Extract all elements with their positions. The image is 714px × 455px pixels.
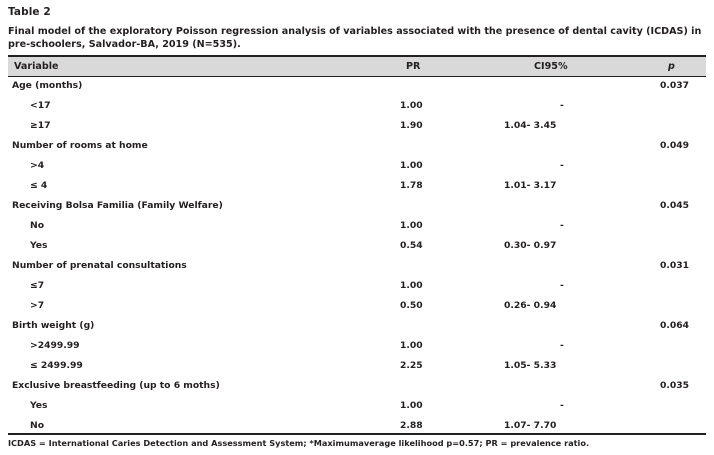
cell-ci: -	[560, 220, 564, 231]
table-row	[8, 76, 706, 96]
cell-variable: <17	[30, 100, 51, 111]
table-footnote: ICDAS = International Caries Detection and Assessment System; *Maximumaverage likelihood p=0.57; PR = prevalence ratio.	[8, 438, 590, 448]
cell-variable: Yes	[30, 400, 48, 411]
cell-variable: Yes	[30, 240, 48, 251]
cell-variable: Birth weight (g)	[12, 320, 95, 331]
cell-p: 0.045	[660, 200, 690, 211]
cell-variable: No	[30, 220, 45, 231]
header-pr: PR	[406, 61, 421, 72]
cell-p: 0.049	[660, 140, 690, 151]
header-p: p	[668, 61, 675, 72]
table-row	[8, 216, 706, 236]
cell-p: 0.031	[660, 260, 690, 271]
table-row	[8, 116, 706, 136]
cell-pr: 0.50	[400, 300, 423, 311]
cell-ci: 1.05- 5.33	[504, 360, 557, 371]
cell-variable: Exclusive breastfeeding (up to 6 moths)	[12, 380, 220, 391]
cell-pr: 1.00	[400, 280, 423, 291]
table-row	[8, 296, 706, 316]
cell-variable: ≥17	[30, 120, 51, 131]
table-label: Table 2	[8, 6, 51, 18]
table-row	[8, 236, 706, 256]
table-row	[8, 156, 706, 176]
cell-pr: 1.00	[400, 160, 423, 171]
cell-pr: 1.00	[400, 100, 423, 111]
table-row	[8, 316, 706, 336]
table-header	[8, 55, 706, 77]
cell-ci: 0.30- 0.97	[504, 240, 557, 251]
cell-pr: 1.90	[400, 120, 423, 131]
table-row	[8, 196, 706, 216]
cell-variable: Number of prenatal consultations	[12, 260, 187, 271]
cell-p: 0.035	[660, 380, 690, 391]
cell-variable: No	[30, 420, 45, 431]
table-row	[8, 176, 706, 196]
cell-ci: 0.26- 0.94	[504, 300, 557, 311]
cell-ci: -	[560, 340, 564, 351]
cell-ci: 1.01- 3.17	[504, 180, 557, 191]
cell-variable: >7	[30, 300, 45, 311]
table-row	[8, 256, 706, 276]
cell-ci: 1.07- 7.70	[504, 420, 557, 431]
cell-ci: -	[560, 160, 564, 171]
cell-pr: 0.54	[400, 240, 423, 251]
table-row	[8, 136, 706, 156]
cell-variable: ≤ 2499.99	[30, 360, 83, 371]
header-variable: Variable	[14, 61, 59, 72]
cell-variable: Receiving Bolsa Familia (Family Welfare)	[12, 200, 223, 211]
table-row	[8, 276, 706, 296]
header-ci: CI95%	[534, 61, 568, 72]
cell-variable: Age (months)	[12, 80, 83, 91]
cell-variable: >2499.99	[30, 340, 80, 351]
cell-pr: 1.00	[400, 340, 423, 351]
table-row	[8, 96, 706, 116]
table-caption: Final model of the exploratory Poisson regression analysis of variables associated with the presence of dental cavity (ICDAS) in pre-schoolers, Salvador-BA, 2019 (N=535).	[8, 26, 702, 50]
cell-pr: 1.00	[400, 220, 423, 231]
table-bottom-rule	[8, 433, 706, 435]
cell-ci: -	[560, 280, 564, 291]
table-row	[8, 376, 706, 396]
cell-variable: >4	[30, 160, 45, 171]
table-body	[8, 76, 706, 436]
cell-ci: -	[560, 400, 564, 411]
cell-pr: 1.78	[400, 180, 423, 191]
cell-pr: 2.88	[400, 420, 423, 431]
cell-ci: 1.04- 3.45	[504, 120, 557, 131]
table-row	[8, 356, 706, 376]
cell-variable: ≤ 4	[30, 180, 48, 191]
cell-variable: ≤7	[30, 280, 45, 291]
cell-p: 0.064	[660, 320, 690, 331]
cell-variable: Number of rooms at home	[12, 140, 148, 151]
table-row	[8, 396, 706, 416]
cell-p: 0.037	[660, 80, 690, 91]
table-row	[8, 336, 706, 356]
cell-ci: -	[560, 100, 564, 111]
cell-pr: 2.25	[400, 360, 423, 371]
cell-pr: 1.00	[400, 400, 423, 411]
